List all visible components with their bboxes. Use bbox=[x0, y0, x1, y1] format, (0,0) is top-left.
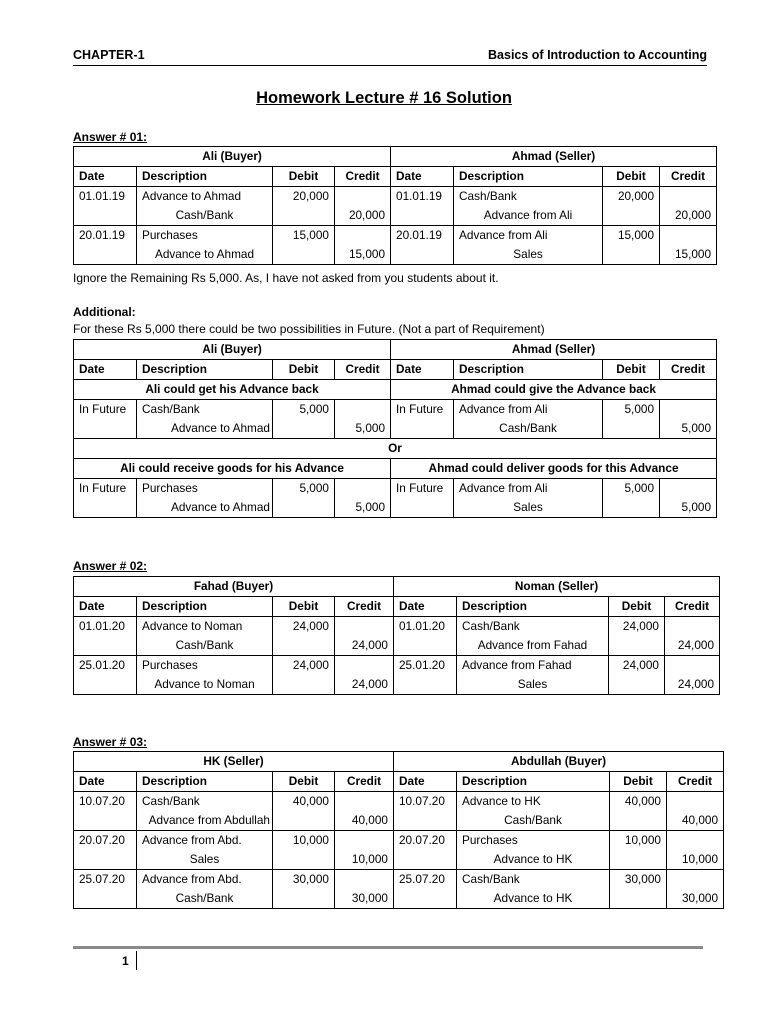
debit-cell bbox=[273, 675, 335, 695]
table-row bbox=[74, 792, 724, 812]
description-cell: Advance from Fahad bbox=[457, 636, 609, 656]
description-cell: Cash/Bank bbox=[137, 636, 273, 656]
description-cell: Advance to Noman bbox=[137, 675, 273, 695]
date-cell: 25.01.20 bbox=[74, 656, 137, 676]
page-title: Homework Lecture # 16 Solution bbox=[256, 89, 512, 107]
date-cell: 10.07.20 bbox=[74, 792, 137, 812]
credit-cell: 24,000 bbox=[665, 675, 720, 695]
description-cell: Advance to HK bbox=[457, 850, 610, 870]
table-row bbox=[74, 226, 717, 246]
col-debit: Debit bbox=[273, 167, 335, 187]
debit-cell: 40,000 bbox=[273, 792, 335, 812]
date-cell: 20.07.20 bbox=[394, 831, 457, 851]
description-cell: Sales bbox=[137, 850, 273, 870]
debit-cell bbox=[603, 245, 660, 265]
col-credit: Credit bbox=[335, 597, 394, 617]
table-row bbox=[74, 400, 717, 420]
description-cell: Purchases bbox=[457, 831, 610, 851]
additional-note: For these Rs 5,000 there could be two possibilities in Future. (Not a part of Requirement) bbox=[73, 322, 545, 336]
credit-cell bbox=[335, 187, 391, 207]
col-debit: Debit bbox=[273, 597, 335, 617]
credit-cell: 20,000 bbox=[335, 206, 391, 226]
date-cell bbox=[394, 636, 457, 656]
credit-cell bbox=[665, 617, 720, 637]
debit-cell: 15,000 bbox=[603, 226, 660, 246]
description-cell: Advance from Fahad bbox=[457, 656, 609, 676]
debit-cell bbox=[273, 206, 335, 226]
party-header-left: Ali (Buyer) bbox=[74, 340, 391, 360]
answer-1-label: Answer # 01: bbox=[73, 130, 148, 144]
col-description: Description bbox=[137, 597, 273, 617]
debit-cell: 24,000 bbox=[609, 656, 665, 676]
debit-cell bbox=[610, 889, 667, 909]
description-cell: Cash/Bank bbox=[137, 400, 273, 420]
credit-cell bbox=[660, 400, 717, 420]
credit-cell bbox=[660, 187, 717, 207]
party-header-right: Noman (Seller) bbox=[394, 577, 720, 597]
col-date: Date bbox=[394, 772, 457, 792]
description-cell: Advance to Ahmad bbox=[137, 187, 273, 207]
col-date: Date bbox=[74, 772, 137, 792]
party-header-left: Fahad (Buyer) bbox=[74, 577, 394, 597]
debit-cell: 5,000 bbox=[273, 479, 335, 499]
page-number-divider bbox=[136, 951, 137, 970]
col-description: Description bbox=[137, 772, 273, 792]
description-cell: Cash/Bank bbox=[137, 792, 273, 812]
credit-cell: 40,000 bbox=[667, 811, 724, 831]
debit-cell bbox=[273, 419, 335, 439]
debit-cell bbox=[273, 889, 335, 909]
description-cell: Advance to Ahmad bbox=[137, 245, 273, 265]
credit-cell bbox=[335, 831, 394, 851]
description-cell: Purchases bbox=[137, 656, 273, 676]
credit-cell: 5,000 bbox=[660, 419, 717, 439]
additional-label: Additional: bbox=[73, 305, 136, 319]
description-cell: Sales bbox=[454, 498, 603, 518]
credit-cell bbox=[665, 656, 720, 676]
party-header-left: Ali (Buyer) bbox=[74, 147, 391, 167]
date-cell bbox=[391, 245, 454, 265]
debit-cell: 5,000 bbox=[603, 479, 660, 499]
col-debit: Debit bbox=[273, 772, 335, 792]
date-cell bbox=[74, 419, 137, 439]
credit-cell bbox=[335, 617, 394, 637]
col-date: Date bbox=[74, 167, 137, 187]
description-cell: Advance to Ahmad bbox=[137, 498, 273, 518]
answer-2-table bbox=[73, 576, 720, 695]
date-cell: In Future bbox=[74, 479, 137, 499]
debit-cell bbox=[273, 636, 335, 656]
date-cell: 20.07.20 bbox=[74, 831, 137, 851]
description-cell: Cash/Bank bbox=[137, 206, 273, 226]
debit-cell bbox=[273, 245, 335, 265]
description-cell: Advance to Ahmad bbox=[137, 419, 273, 439]
date-cell bbox=[391, 206, 454, 226]
credit-cell bbox=[335, 792, 394, 812]
debit-cell: 20,000 bbox=[603, 187, 660, 207]
date-cell: 01.01.20 bbox=[74, 617, 137, 637]
description-cell: Advance from Ali bbox=[454, 479, 603, 499]
credit-cell: 24,000 bbox=[335, 636, 394, 656]
description-cell: Cash/Bank bbox=[457, 870, 610, 890]
credit-cell bbox=[335, 656, 394, 676]
col-debit: Debit bbox=[273, 360, 335, 380]
col-debit: Debit bbox=[603, 167, 660, 187]
table-row bbox=[74, 675, 720, 695]
date-cell bbox=[394, 850, 457, 870]
credit-cell: 24,000 bbox=[665, 636, 720, 656]
col-credit: Credit bbox=[665, 597, 720, 617]
date-cell bbox=[74, 675, 137, 695]
date-cell bbox=[394, 675, 457, 695]
credit-cell: 10,000 bbox=[667, 850, 724, 870]
col-credit: Credit bbox=[335, 167, 391, 187]
col-credit: Credit bbox=[660, 360, 717, 380]
description-cell: Advance to HK bbox=[457, 889, 610, 909]
date-cell bbox=[394, 811, 457, 831]
debit-cell: 20,000 bbox=[273, 187, 335, 207]
col-credit: Credit bbox=[335, 772, 394, 792]
debit-cell bbox=[609, 675, 665, 695]
case-2-right-heading: Ahmad could deliver goods for this Advance bbox=[391, 459, 717, 479]
credit-cell bbox=[667, 870, 724, 890]
credit-cell bbox=[660, 479, 717, 499]
debit-cell bbox=[603, 498, 660, 518]
description-cell: Cash/Bank bbox=[454, 419, 603, 439]
debit-cell: 30,000 bbox=[273, 870, 335, 890]
col-debit: Debit bbox=[609, 597, 665, 617]
debit-cell: 15,000 bbox=[273, 226, 335, 246]
date-cell: 10.07.20 bbox=[394, 792, 457, 812]
date-cell: 25.07.20 bbox=[74, 870, 137, 890]
table-row bbox=[74, 479, 717, 499]
table-row bbox=[74, 498, 717, 518]
debit-cell: 10,000 bbox=[273, 831, 335, 851]
credit-cell: 24,000 bbox=[335, 675, 394, 695]
debit-cell bbox=[273, 850, 335, 870]
description-cell: Cash/Bank bbox=[457, 617, 609, 637]
debit-cell bbox=[610, 811, 667, 831]
description-cell: Purchases bbox=[137, 479, 273, 499]
debit-cell: 10,000 bbox=[610, 831, 667, 851]
col-credit: Credit bbox=[660, 167, 717, 187]
table-row bbox=[74, 656, 720, 676]
date-cell bbox=[74, 498, 137, 518]
col-description: Description bbox=[454, 167, 603, 187]
date-cell: In Future bbox=[74, 400, 137, 420]
table-row bbox=[74, 889, 724, 909]
description-cell: Advance from Abdullah bbox=[137, 811, 273, 831]
party-header-right: Abdullah (Buyer) bbox=[394, 752, 724, 772]
debit-cell bbox=[603, 419, 660, 439]
footer-rule bbox=[73, 946, 703, 949]
col-date: Date bbox=[391, 167, 454, 187]
col-description: Description bbox=[137, 167, 273, 187]
description-cell: Advance from Ali bbox=[454, 206, 603, 226]
credit-cell bbox=[667, 792, 724, 812]
party-header-right: Ahmad (Seller) bbox=[391, 147, 717, 167]
description-cell: Cash/Bank bbox=[454, 187, 603, 207]
date-cell bbox=[74, 206, 137, 226]
description-cell: Advance to HK bbox=[457, 792, 610, 812]
credit-cell bbox=[667, 831, 724, 851]
description-cell: Advance from Ali bbox=[454, 226, 603, 246]
table-row bbox=[74, 870, 724, 890]
debit-cell: 5,000 bbox=[603, 400, 660, 420]
table-row bbox=[74, 831, 724, 851]
debit-cell: 40,000 bbox=[610, 792, 667, 812]
answer-3-table bbox=[73, 751, 724, 909]
table-row bbox=[74, 419, 717, 439]
col-debit: Debit bbox=[610, 772, 667, 792]
credit-cell: 20,000 bbox=[660, 206, 717, 226]
debit-cell: 24,000 bbox=[273, 656, 335, 676]
credit-cell: 30,000 bbox=[335, 889, 394, 909]
description-cell: Sales bbox=[454, 245, 603, 265]
credit-cell bbox=[660, 226, 717, 246]
col-date: Date bbox=[391, 360, 454, 380]
credit-cell: 15,000 bbox=[660, 245, 717, 265]
answer-1-table bbox=[73, 146, 717, 265]
answer-1-note: Ignore the Remaining Rs 5,000. As, I have not asked from you students about it. bbox=[73, 271, 499, 285]
date-cell: In Future bbox=[391, 479, 454, 499]
col-description: Description bbox=[457, 597, 609, 617]
answer-2-label: Answer # 02: bbox=[73, 559, 148, 573]
page-header bbox=[73, 48, 707, 66]
date-cell: 01.01.19 bbox=[74, 187, 137, 207]
col-credit: Credit bbox=[667, 772, 724, 792]
chapter-label: CHAPTER-1 bbox=[73, 48, 145, 62]
table-row bbox=[74, 811, 724, 831]
credit-cell: 5,000 bbox=[335, 419, 391, 439]
debit-cell: 24,000 bbox=[273, 617, 335, 637]
description-cell: Purchases bbox=[137, 226, 273, 246]
debit-cell: 5,000 bbox=[273, 400, 335, 420]
date-cell bbox=[74, 889, 137, 909]
credit-cell: 5,000 bbox=[660, 498, 717, 518]
date-cell: 25.07.20 bbox=[394, 870, 457, 890]
date-cell bbox=[74, 850, 137, 870]
description-cell: Cash/Bank bbox=[137, 889, 273, 909]
debit-cell bbox=[610, 850, 667, 870]
description-cell: Advance from Abd. bbox=[137, 831, 273, 851]
date-cell: 01.01.19 bbox=[391, 187, 454, 207]
credit-cell bbox=[335, 479, 391, 499]
case-1-left-heading: Ali could get his Advance back bbox=[74, 380, 391, 400]
col-date: Date bbox=[74, 360, 137, 380]
date-cell: 20.01.19 bbox=[391, 226, 454, 246]
debit-cell bbox=[603, 206, 660, 226]
debit-cell: 24,000 bbox=[609, 617, 665, 637]
table-row bbox=[74, 850, 724, 870]
credit-cell: 10,000 bbox=[335, 850, 394, 870]
page-number: 1 bbox=[122, 954, 129, 968]
description-cell: Advance from Abd. bbox=[137, 870, 273, 890]
description-cell: Advance from Ali bbox=[454, 400, 603, 420]
credit-cell: 15,000 bbox=[335, 245, 391, 265]
date-cell bbox=[74, 636, 137, 656]
credit-cell: 5,000 bbox=[335, 498, 391, 518]
date-cell bbox=[394, 889, 457, 909]
col-description: Description bbox=[454, 360, 603, 380]
debit-cell bbox=[273, 811, 335, 831]
col-debit: Debit bbox=[603, 360, 660, 380]
date-cell bbox=[391, 498, 454, 518]
case-2-left-heading: Ali could receive goods for his Advance bbox=[74, 459, 391, 479]
description-cell: Cash/Bank bbox=[457, 811, 610, 831]
table-row bbox=[74, 636, 720, 656]
col-date: Date bbox=[74, 597, 137, 617]
description-cell: Advance to Noman bbox=[137, 617, 273, 637]
additional-table bbox=[73, 339, 717, 518]
debit-cell bbox=[273, 498, 335, 518]
case-1-right-heading: Ahmad could give the Advance back bbox=[391, 380, 717, 400]
or-separator: Or bbox=[74, 439, 717, 459]
credit-cell bbox=[335, 870, 394, 890]
description-cell: Sales bbox=[457, 675, 609, 695]
party-header-left: HK (Seller) bbox=[74, 752, 394, 772]
debit-cell: 30,000 bbox=[610, 870, 667, 890]
col-description: Description bbox=[457, 772, 610, 792]
date-cell: 20.01.19 bbox=[74, 226, 137, 246]
table-row bbox=[74, 245, 717, 265]
credit-cell: 30,000 bbox=[667, 889, 724, 909]
debit-cell bbox=[609, 636, 665, 656]
date-cell: In Future bbox=[391, 400, 454, 420]
date-cell bbox=[74, 811, 137, 831]
table-row bbox=[74, 187, 717, 207]
answer-3-label: Answer # 03: bbox=[73, 735, 148, 749]
subject-label: Basics of Introduction to Accounting bbox=[488, 48, 707, 62]
credit-cell bbox=[335, 400, 391, 420]
date-cell bbox=[74, 245, 137, 265]
col-date: Date bbox=[394, 597, 457, 617]
party-header-right: Ahmad (Seller) bbox=[391, 340, 717, 360]
date-cell: 01.01.20 bbox=[394, 617, 457, 637]
credit-cell bbox=[335, 226, 391, 246]
date-cell bbox=[391, 419, 454, 439]
table-row bbox=[74, 617, 720, 637]
date-cell: 25.01.20 bbox=[394, 656, 457, 676]
col-credit: Credit bbox=[335, 360, 391, 380]
col-description: Description bbox=[137, 360, 273, 380]
credit-cell: 40,000 bbox=[335, 811, 394, 831]
table-row bbox=[74, 206, 717, 226]
